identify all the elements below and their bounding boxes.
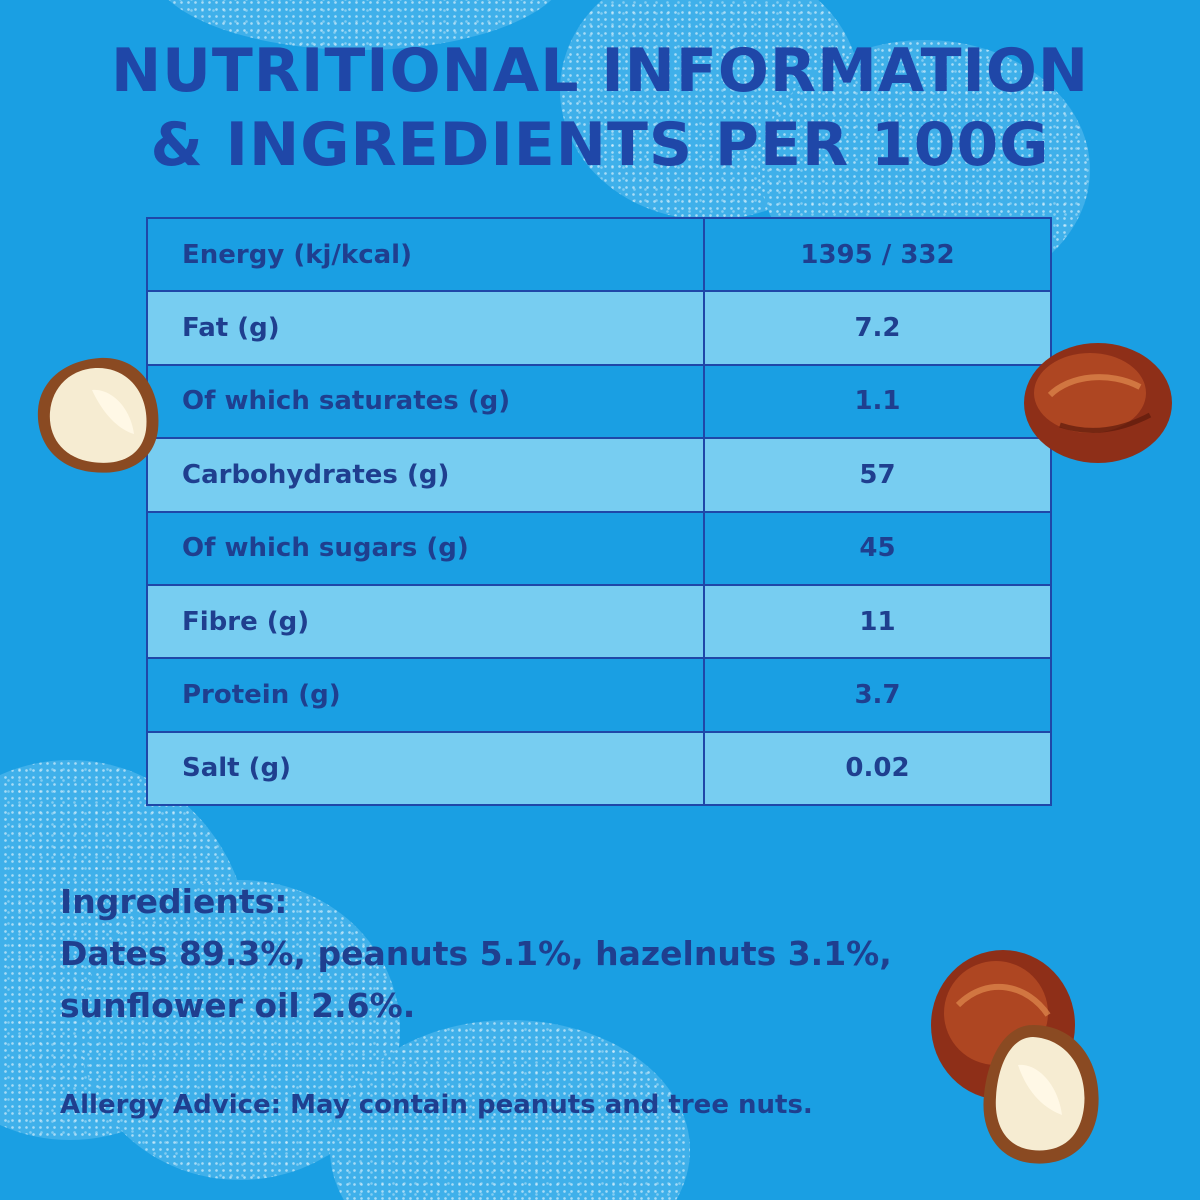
nutrient-value: 3.7 <box>854 679 901 710</box>
page-title <box>0 34 1200 182</box>
ingredients-line: Dates 89.3%, peanuts 5.1%, hazelnuts 3.1%, <box>60 934 892 973</box>
nutrient-label: Carbohydrates (g) <box>148 439 705 510</box>
nutrient-label: Of which sugars (g) <box>148 513 705 584</box>
ingredients-heading: Ingredients: <box>60 882 288 921</box>
nutrient-label: Protein (g) <box>148 659 705 730</box>
table-row <box>148 219 1050 292</box>
allergy-advice: Allergy Advice: May contain peanuts and tree nuts. <box>60 1090 813 1120</box>
nutrition-table <box>146 217 1052 806</box>
title-line-1: NUTRITIONAL INFORMATION <box>110 36 1090 106</box>
nutrient-label: Of which saturates (g) <box>148 366 705 437</box>
table-row <box>148 733 1050 804</box>
hazelnut-image <box>30 350 165 480</box>
table-row <box>148 366 1050 439</box>
table-row <box>148 439 1050 512</box>
nutrient-label: Fat (g) <box>148 292 705 363</box>
table-row <box>148 659 1050 732</box>
ingredients-line: sunflower oil 2.6%. <box>60 986 416 1025</box>
date-fruit-image <box>1020 335 1175 470</box>
table-row <box>148 292 1050 365</box>
nutrient-value: 57 <box>859 459 896 490</box>
nutrient-value: 1395 / 332 <box>800 239 955 270</box>
nutrient-value: 7.2 <box>854 313 901 344</box>
nutrient-label: Fibre (g) <box>148 586 705 657</box>
nutrient-label: Salt (g) <box>148 733 705 804</box>
nutrient-value: 1.1 <box>854 386 901 417</box>
nutrient-value: 45 <box>859 533 896 564</box>
ingredients-section <box>60 876 960 1032</box>
table-row <box>148 586 1050 659</box>
nutrient-value: 0.02 <box>845 753 910 784</box>
table-row <box>148 513 1050 586</box>
nutrient-value: 11 <box>859 606 896 637</box>
nutrient-label: Energy (kj/kcal) <box>148 219 705 290</box>
title-line-2: & INGREDIENTS PER 100G <box>150 110 1050 180</box>
